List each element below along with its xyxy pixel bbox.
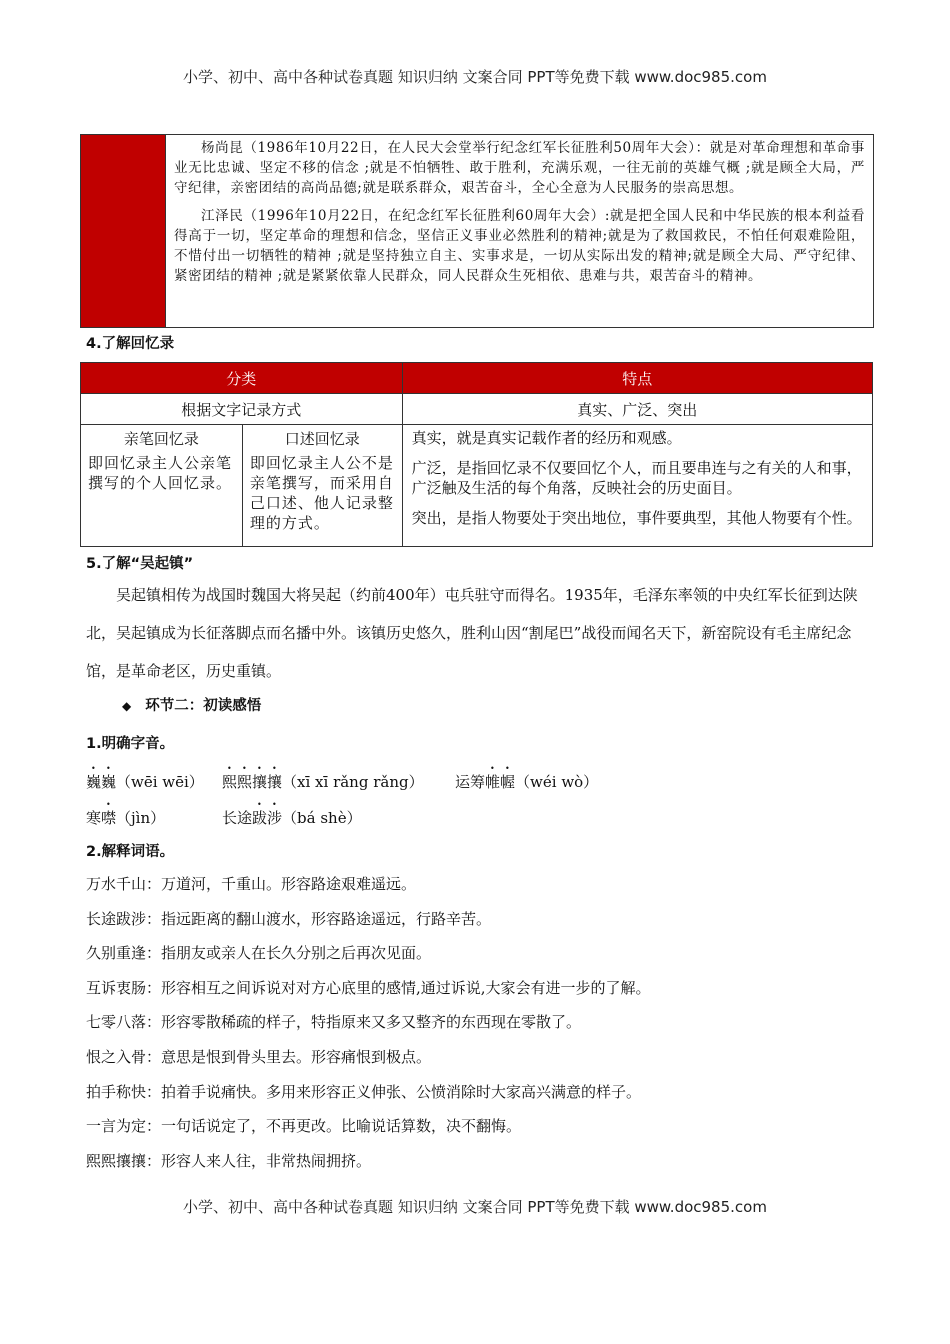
definition-item: 熙熙攘攘：形容人来人往，非常热闹拥挤。 — [86, 1151, 372, 1170]
words-title: 2.解释词语。 — [86, 844, 175, 860]
row-record-method: 根据文字记录方式 — [81, 394, 403, 425]
cell-oral-memoir — [242, 425, 402, 547]
page-header: 小学、初中、高中各种试卷真题 知识归纳 文案合同 PPT等免费下载 www.doc985.com — [183, 68, 767, 86]
pron-word: 运筹 — [455, 773, 486, 791]
pron-word: 长途 — [222, 809, 253, 827]
wuqi-paragraph: 吴起镇相传为战国时魏国大将吴起（约前400年）屯兵驻守而得名。1935年，毛泽东率领的中央红军长征到达陕北，吴起镇成为长征落脚点而名播中外。该镇历史悠久，胜利山因“割尾巴”战役而闻名天下，新窑院设有毛主席纪念馆，是革命老区，历史重镇。 — [86, 586, 858, 680]
section-two-heading — [122, 694, 261, 715]
definition-item: 互诉衷肠：形容相互之间诉说对对方心底里的感情,通过诉说,大家会有进一步的了解。 — [86, 978, 651, 997]
pron-pinyin: （xī xī rǎng rǎng） — [282, 773, 424, 791]
handwritten-desc: 即回忆录主人公亲笔撰写的个人回忆录。 — [88, 454, 233, 492]
pron-item-weiwei — [86, 764, 204, 792]
header-category: 分类 — [81, 363, 403, 394]
definition-item: 久别重逢：指朋友或亲人在长久分别之后再次见面。 — [86, 944, 432, 963]
definition-item: 万水千山：万道河，千重山。形容路途艰难遥远。 — [86, 875, 417, 893]
definition-item: 一言为定：一句话说定了，不再更改。比喻说话算数，决不翻悔。 — [86, 1117, 522, 1136]
feature-broad: 广泛，是指回忆录不仅要回忆个人，而且要串连与之有关的人和事，广泛触及生活的每个角落，反映社会的历史面目。 — [411, 459, 862, 497]
pron-item-jin — [86, 800, 165, 828]
pron-item-xixi — [222, 764, 424, 792]
oral-desc: 即回忆录主人公不是亲笔撰写，而采用自己口述、他人记录整理的方式。 — [249, 454, 394, 532]
memoir-table — [80, 362, 873, 547]
pron-word: 熙熙攘攘 — [222, 773, 283, 791]
cell-features — [402, 425, 872, 547]
handwritten-title: 亲笔回忆录 — [123, 430, 199, 448]
feature-prominent: 突出，是指人物要处于突出地位，事件要典型，其他人物要有个性。 — [411, 509, 862, 527]
oral-title: 口述回忆录 — [284, 430, 360, 448]
pron-item-weiwo — [455, 764, 598, 792]
pron-word: 巍巍 — [86, 773, 117, 791]
pronunciation-title: 1.明确字音。 — [86, 736, 175, 752]
pron-pinyin: （jìn） — [116, 809, 166, 827]
pron-word-dotted: 跋涉 — [252, 809, 283, 827]
pron-pinyin: （bá shè） — [282, 809, 362, 827]
quote-text — [166, 135, 873, 327]
quote-jiang: 江泽民（1996年10月22日，在纪念红军长征胜利60周年大会）:就是把全国人民和中华民族的根本利益看得高于一切，坚定革命的理想和信念，坚信正义事业必然胜利的精神;就是为了救国救民，不怕任何艰难险阻，不惜付出一切牺牲的精神 ;就是坚持独立自主、实事求是，一切从实际出发的精神;就是顾全大局、严守纪律、紧密团结的精神 ;就是紧紧依靠人民群众，同人民群众生死相依、患难与共，艰苦奋斗的精神。 — [174, 208, 865, 284]
diamond-icon: ◆ — [122, 699, 132, 713]
quote-yang: 杨尚昆（1986年10月22日，在人民大会堂举行纪念红军长征胜利50周年大会）：就是对革命理想和革命事业无比忠诚、坚定不移的信念 ;就是不怕牺牲、敢于胜利，充满乐观，一往无前的英雄气概 ;就是顾全大局，严守纪律，亲密团结的高尚品德;就是联系群众，艰苦奋斗，全心全意为人民服务的崇高思想。 — [174, 140, 865, 196]
pron-pinyin: （wēi wēi） — [116, 773, 204, 791]
definition-item: 恨之入骨：意思是恨到骨头里去。形容痛恨到极点。 — [86, 1047, 432, 1066]
pron-pinyin: （wéi wò） — [515, 773, 599, 791]
definition-item: 拍手称快：拍着手说痛快。多用来形容正义伸张、公愤消除时大家高兴满意的样子。 — [86, 1082, 642, 1101]
section-4-title: 4.了解回忆录 — [86, 336, 175, 352]
feature-true: 真实，就是真实记载作者的经历和观感。 — [411, 429, 682, 447]
quote-box — [80, 134, 874, 328]
pron-word-dotted: 噤 — [101, 809, 117, 827]
pron-item-bashe — [222, 800, 362, 828]
row-features-summary: 真实、广泛、突出 — [402, 394, 872, 425]
section-two-label: 环节二：初读感悟 — [145, 698, 262, 714]
cell-handwritten-memoir — [81, 425, 243, 547]
header-features: 特点 — [402, 363, 872, 394]
page-footer: 小学、初中、高中各种试卷真题 知识归纳 文案合同 PPT等免费下载 www.doc985.com — [183, 1198, 767, 1216]
definition-item: 七零八落：形容零散稀疏的样子，特指原来又多又整齐的东西现在零散了。 — [86, 1013, 582, 1032]
definition-item: 长途跋涉：指远距离的翻山渡水，形容路途遥远，行路辛苦。 — [86, 909, 492, 928]
pron-word: 寒 — [86, 809, 102, 827]
word-definitions — [86, 872, 886, 1183]
pron-word-dotted: 帷幄 — [485, 773, 516, 791]
quote-red-bar — [81, 135, 166, 327]
section-5-title: 5.了解“吴起镇” — [86, 556, 194, 572]
